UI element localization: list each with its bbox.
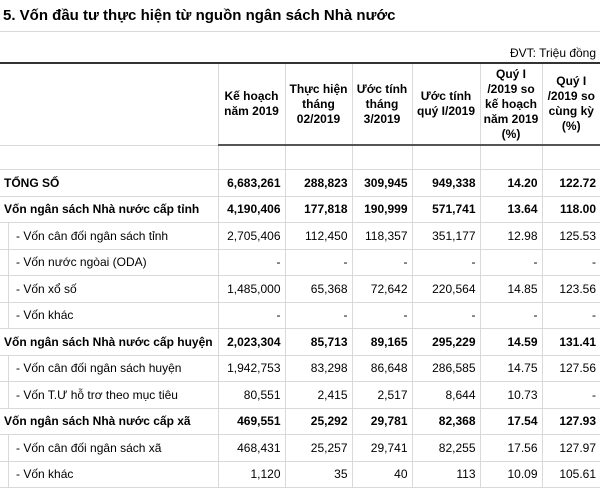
row-value: 113 <box>412 461 480 488</box>
row-value: 2,415 <box>285 382 352 409</box>
row-value: 8,644 <box>412 382 480 409</box>
row-value: 65,368 <box>285 276 352 303</box>
table-row <box>0 408 600 435</box>
row-value: 35 <box>285 461 352 488</box>
row-value: - <box>480 302 542 329</box>
row-value: 118,357 <box>352 223 412 250</box>
row-value: 177,818 <box>285 196 352 223</box>
row-value: 220,564 <box>412 276 480 303</box>
row-value: 2,023,304 <box>218 329 285 356</box>
row-value: 949,338 <box>412 170 480 197</box>
row-value: 80,551 <box>218 382 285 409</box>
row-value: 29,741 <box>352 435 412 462</box>
row-value: - <box>218 249 285 276</box>
table-row <box>0 249 600 276</box>
row-value: 1,120 <box>218 461 285 488</box>
row-value: 105.61 <box>542 461 600 488</box>
row-value: 125.53 <box>542 223 600 250</box>
row-value: 127.56 <box>542 355 600 382</box>
row-label: TỔNG SỐ <box>0 170 218 197</box>
table-row <box>0 170 600 197</box>
row-value: 190,999 <box>352 196 412 223</box>
table-row <box>0 461 600 488</box>
row-value: 286,585 <box>412 355 480 382</box>
row-value: 72,642 <box>352 276 412 303</box>
row-value: - <box>542 382 600 409</box>
row-value: - <box>352 249 412 276</box>
header-row <box>0 63 600 145</box>
row-value: 10.73 <box>480 382 542 409</box>
row-value: - <box>412 249 480 276</box>
row-label: Vốn ngân sách Nhà nước cấp xã <box>0 408 218 435</box>
row-value: 89,165 <box>352 329 412 356</box>
header-actual-feb: Thực hiện tháng 02/2019 <box>285 63 352 145</box>
row-label: - Vốn nước ngòai (ODA) <box>0 249 218 276</box>
row-value: - <box>352 302 412 329</box>
row-value: 351,177 <box>412 223 480 250</box>
table-row <box>0 196 600 223</box>
row-value: 14.20 <box>480 170 542 197</box>
row-label: - Vốn khác <box>0 302 218 329</box>
row-value: 40 <box>352 461 412 488</box>
row-value: 4,190,406 <box>218 196 285 223</box>
row-value: 309,945 <box>352 170 412 197</box>
table-row <box>0 382 600 409</box>
row-value: 1,485,000 <box>218 276 285 303</box>
table-row <box>0 435 600 462</box>
row-value: 127.97 <box>542 435 600 462</box>
row-label: Vốn ngân sách Nhà nước cấp huyện <box>0 329 218 356</box>
unit-label: ĐVT: Triệu đồng <box>0 32 600 64</box>
row-value: 288,823 <box>285 170 352 197</box>
header-est-mar: Ước tính tháng 3/2019 <box>352 63 412 145</box>
row-label: - Vốn cân đối ngân sách tỉnh <box>0 223 218 250</box>
row-label: - Vốn cân đối ngân sách xã <box>0 435 218 462</box>
table-row <box>0 355 600 382</box>
row-value: 468,431 <box>218 435 285 462</box>
row-value: - <box>542 302 600 329</box>
header-q1-vs-plan: Quý I /2019 so kế hoạch năm 2019 (%) <box>480 63 542 145</box>
row-label: - Vốn xổ số <box>0 276 218 303</box>
row-label: - Vốn khác <box>0 461 218 488</box>
row-value: 122.72 <box>542 170 600 197</box>
row-label: - Vốn T.Ư hỗ trơ theo mục tiêu <box>0 382 218 409</box>
row-value: 12.98 <box>480 223 542 250</box>
row-value: 14.75 <box>480 355 542 382</box>
row-value: 25,292 <box>285 408 352 435</box>
table-row <box>0 223 600 250</box>
row-value: 295,229 <box>412 329 480 356</box>
sheet-title: 5. Vốn đầu tư thực hiện từ nguồn ngân sách Nhà nước <box>0 0 600 32</box>
row-value: 13.64 <box>480 196 542 223</box>
row-value: - <box>480 249 542 276</box>
header-plan-2019: Kế hoạch năm 2019 <box>218 63 285 145</box>
row-value: - <box>542 249 600 276</box>
row-value: 86,648 <box>352 355 412 382</box>
table-row <box>0 302 600 329</box>
row-value: 17.54 <box>480 408 542 435</box>
row-value: 123.56 <box>542 276 600 303</box>
row-value: 112,450 <box>285 223 352 250</box>
table-row <box>0 276 600 303</box>
row-label: Vốn ngân sách Nhà nước cấp tỉnh <box>0 196 218 223</box>
row-value: 29,781 <box>352 408 412 435</box>
row-value: - <box>285 249 352 276</box>
row-value: 1,942,753 <box>218 355 285 382</box>
row-value: 85,713 <box>285 329 352 356</box>
row-value: 469,551 <box>218 408 285 435</box>
row-value: 10.09 <box>480 461 542 488</box>
table-row <box>0 329 600 356</box>
row-value: 83,298 <box>285 355 352 382</box>
row-value: 6,683,261 <box>218 170 285 197</box>
row-value: - <box>285 302 352 329</box>
row-value: 17.56 <box>480 435 542 462</box>
row-value: 14.59 <box>480 329 542 356</box>
row-value: 118.00 <box>542 196 600 223</box>
row-value: 25,257 <box>285 435 352 462</box>
row-value: 82,255 <box>412 435 480 462</box>
row-value: 571,741 <box>412 196 480 223</box>
row-value: - <box>218 302 285 329</box>
row-value: 14.85 <box>480 276 542 303</box>
header-label <box>0 63 218 145</box>
row-value: - <box>412 302 480 329</box>
row-label: - Vốn cân đối ngân sách huyện <box>0 355 218 382</box>
header-q1-vs-last-year: Quý I /2019 so cùng kỳ (%) <box>542 63 600 145</box>
row-value: 131.41 <box>542 329 600 356</box>
row-value: 2,705,406 <box>218 223 285 250</box>
row-value: 127.93 <box>542 408 600 435</box>
row-value: 82,368 <box>412 408 480 435</box>
header-est-q1: Ước tính quý I/2019 <box>412 63 480 145</box>
row-value: 2,517 <box>352 382 412 409</box>
